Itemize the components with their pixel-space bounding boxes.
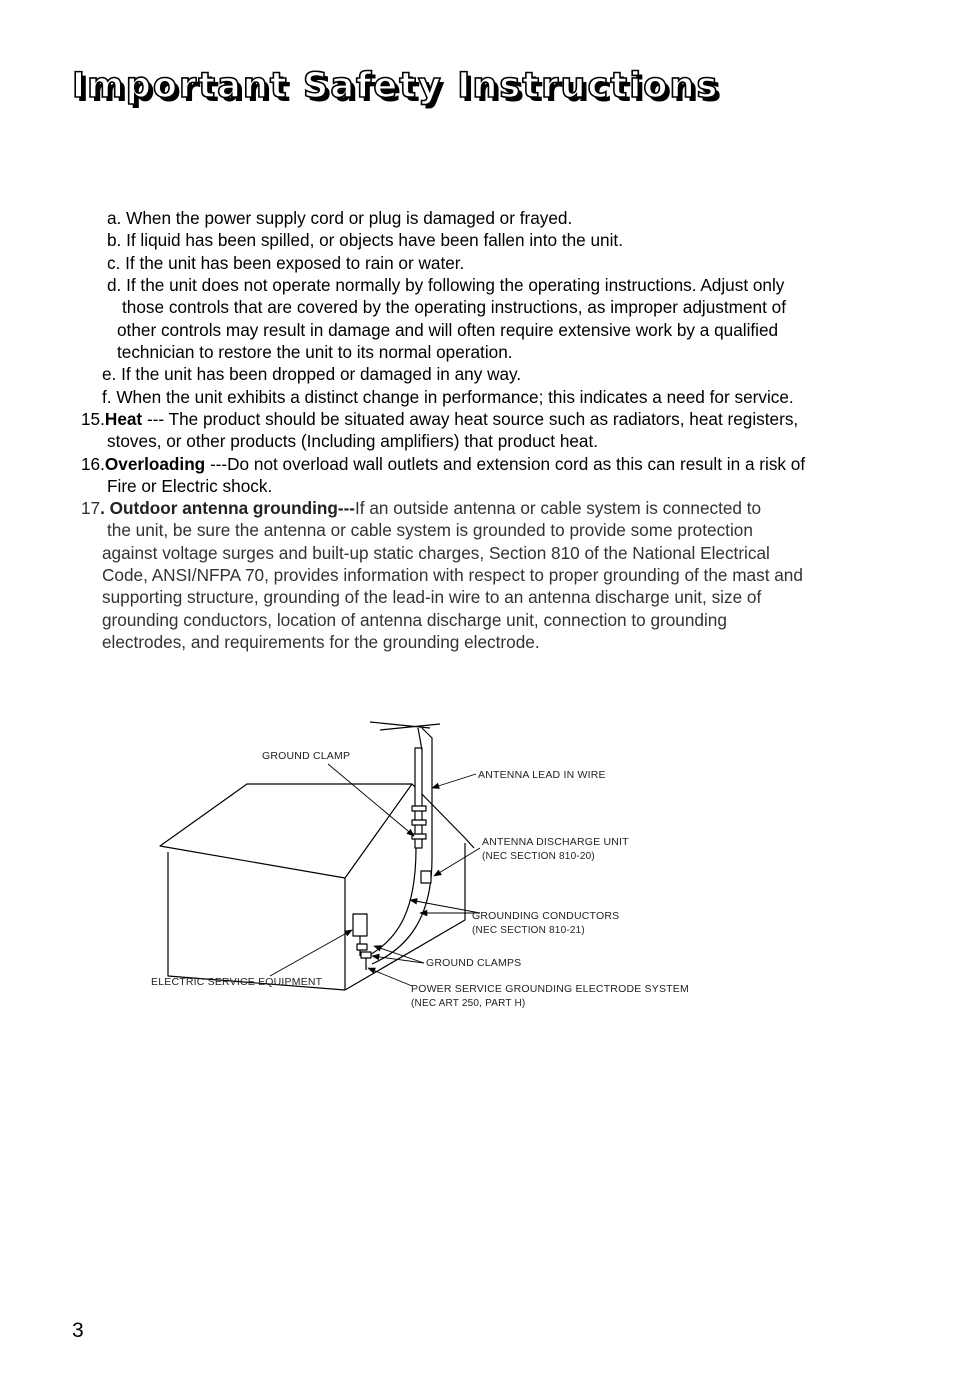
item-16-text: ---Do not overload wall outlets and extension cord as this can result in a risk of	[205, 454, 806, 474]
list-item-d-line-4: technician to restore the unit to its normal operation.	[117, 342, 513, 362]
label-ground-clamps: GROUND CLAMPS	[426, 957, 522, 969]
list-item-a: a. When the power supply cord or plug is damaged or frayed.	[107, 208, 573, 228]
label-antenna-lead-in-wire: ANTENNA LEAD IN WIRE	[478, 769, 606, 781]
item-17-line-3: against voltage surges and built-up static charges, Section 810 of the National Electrical	[102, 543, 770, 563]
list-item-d-line-2: those controls that are covered by the operating instructions, as improper adjustment of	[122, 297, 786, 317]
label-electric-service-equipment: ELECTRIC SERVICE EQUIPMENT	[151, 976, 323, 988]
item-16-line-2: Fire or Electric shock.	[107, 476, 273, 496]
antenna-grounding-diagram	[140, 708, 700, 1028]
item-17-text: If an outside antenna or cable system is connected to	[355, 498, 762, 518]
item-15-line-2: stoves, or other products (Including amplifiers) that product heat.	[107, 431, 599, 451]
item-15-line-1	[81, 408, 798, 430]
item-17-line-2: the unit, be sure the antenna or cable system is grounded to provide some protection	[107, 520, 753, 540]
label-discharge-nec: (NEC SECTION 810-20)	[482, 851, 595, 862]
list-item-d-line-1: d. If the unit does not operate normally by following the operating instructions. Adjust only	[107, 275, 785, 295]
item-17-number: 17	[81, 498, 101, 518]
label-antenna-discharge-unit: ANTENNA DISCHARGE UNIT	[482, 836, 629, 848]
label-grounding-conductors: GROUNDING CONDUCTORS	[472, 910, 620, 922]
label-grounding-nec: (NEC SECTION 810-21)	[472, 925, 585, 936]
item-16-line-1	[81, 453, 805, 475]
item-17-line-6: grounding conductors, location of antenna discharge unit, connection to grounding	[102, 610, 727, 630]
item-17-heading: . Outdoor antenna grounding---	[100, 498, 356, 518]
label-power-service-grounding: POWER SERVICE GROUNDING ELECTRODE SYSTEM	[411, 983, 689, 995]
item-16-number: 16.	[81, 454, 105, 474]
list-item-e: e. If the unit has been dropped or damaged in any way.	[102, 364, 522, 384]
item-17-line-5: supporting structure, grounding of the lead-in wire to an antenna discharge unit, size of	[102, 587, 762, 607]
label-ground-clamp: GROUND CLAMP	[262, 750, 351, 762]
item-17-line-7: electrodes, and requirements for the grounding electrode.	[102, 632, 540, 652]
item-15-text: --- The product should be situated away heat source such as radiators, heat registers,	[142, 409, 799, 429]
page-title: Important Safety Instructions	[72, 66, 720, 106]
item-15-heading: Heat	[104, 409, 143, 429]
item-16-heading: Overloading	[104, 454, 206, 474]
item-17-line-4: Code, ANSI/NFPA 70, provides information with respect to proper grounding of the mast and	[102, 565, 803, 585]
label-power-nec: (NEC ART 250, PART H)	[411, 998, 526, 1009]
page-number: 3	[72, 1319, 84, 1342]
item-17-line-1	[81, 497, 761, 519]
list-item-b: b. If liquid has been spilled, or objects have been fallen into the unit.	[107, 230, 623, 250]
list-item-d-line-3: other controls may result in damage and will often require extensive work by a qualified	[117, 320, 779, 340]
list-item-c: c. If the unit has been exposed to rain or water.	[107, 253, 465, 273]
list-item-f: f. When the unit exhibits a distinct change in performance; this indicates a need for service.	[102, 387, 794, 407]
item-15-number: 15.	[81, 409, 105, 429]
